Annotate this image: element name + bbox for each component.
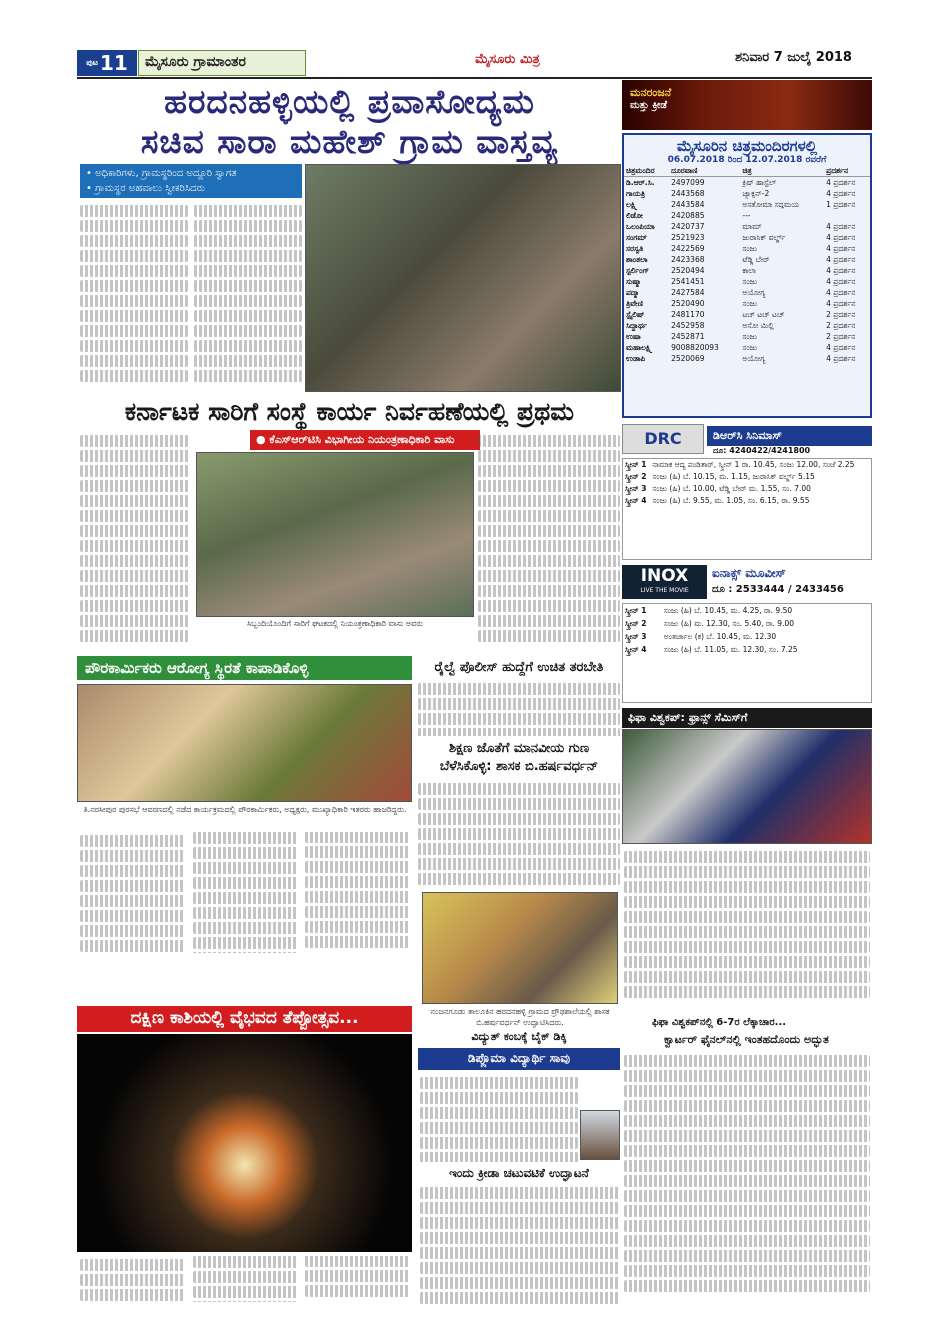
education-photo [422,892,618,1004]
cinema-cell: ಮಹಾಲಕ್ಷ್ಮಿ [626,343,653,352]
cinema-cell: ಸುಷ್ಮಾ [626,277,642,286]
cinema-col-phone: ದೂರವಾಣಿ [671,166,698,175]
cinema-row [624,243,870,254]
cinema-cell: 2452871 [671,332,705,341]
inox-cell: ಸ್ಕ್ರೀನ್ 3 [625,632,647,641]
education-headline [418,740,620,776]
cinema-cell: 4 ಪ್ರದರ್ಶನ [826,343,856,352]
drc-listing [622,458,872,560]
sports-news-body [420,1184,620,1312]
cinema-title: ಮೈಸೂರಿನ ಚಿತ್ರಮಂದಿರಗಳಲ್ಲಿ [676,137,818,155]
pourakarmika-photo [77,684,412,802]
cinema-row [624,342,870,353]
cinema-cell: 4 ಪ್ರದರ್ಶನ [826,354,856,363]
accident-body [420,1074,578,1162]
cinema-cell: ಅಸತೋಮಾ ಸದ್ಗಮಯ [742,200,800,209]
cinema-cell: 2 ಪ್ರದರ್ಶನ [826,310,856,319]
inox-cell: ಸ್ಕ್ರೀನ್ 2 [625,619,647,628]
inox-title: ಐನಾಕ್ಸ್ ಮೂವೀಸ್ [712,566,786,580]
fifa-body [624,848,870,1013]
ksrtc-body-col1 [80,432,190,650]
cinema-cell: ಲಕ್ಷ್ಮಿ [626,200,638,209]
cinema-row [624,232,870,243]
drc-cell: ಸ್ಕ್ರೀನ್ 3 [625,484,647,493]
pourakarmika-headline: ಪೌರಕಾರ್ಮಿಕರು ಆರೋಗ್ಯ ಸ್ಥಿರತೆ ಕಾಪಾಡಿಕೊಳ್ಳಿ [77,656,412,680]
cinema-row [624,177,870,189]
cinema-cell: 2521923 [671,233,705,242]
banner-line1: ಮನರಂಜನೆ [630,86,672,99]
drc-row [623,459,871,471]
education-headline-1: ಶಿಕ್ಷಣ ಜೊತೆಗೆ ಮಾನವೀಯ ಗುಣ [448,741,590,756]
cinema-cell: ಟಚ್ ಟಚ್ ಟಚ್ [742,310,785,319]
cinema-cell: 2443584 [671,200,705,209]
cinema-cell: 2 ಪ್ರದರ್ಶನ [826,321,856,330]
cinema-cell: ಲಿಡೋ [626,211,643,220]
cinema-row [624,254,870,265]
cinema-cell: ಅಸೋ ಮಿಲ್ಲಿ [742,321,774,330]
cinema-cell: 2520494 [671,266,705,275]
cinema-cell: 2420885 [671,211,705,220]
cinema-cell: 4 ಪ್ರದರ್ಶನ [826,178,856,187]
lead-headline-line1: ಹರದನಹಳ್ಳಿಯಲ್ಲಿ ಪ್ರವಾಸೋದ್ಯಮ [164,82,535,121]
cinema-cell: ಸಂಜು [742,299,758,308]
page-number-badge [77,50,137,76]
fifa-headline: ಫಿಫಾ ವಿಶ್ವಕಪ್: ಫ್ರಾನ್ಸ್ ಸೆಮಿಸ್‌ಗೆ [622,708,872,728]
drc-row [623,483,871,495]
cinema-row [624,210,870,221]
cinema-cell: 4 ಪ್ರದರ್ಶನ [826,233,856,242]
inox-cell: ಸಂಜು (ಹಿ) ಮ. 12.30, ಸಂ. 5.40, ರಾ. 9.00 [663,619,794,628]
cinema-col-hall: ಚಿತ್ರಮಂದಿರ [626,166,655,175]
cinema-cell: ಸ್ಟೈಲಿಷ್ [626,310,645,319]
inox-cell: ಸಂಜು (ಹಿ) ಬೆ. 11.05, ಮ. 12.30, ಸಂ. 7.25 [663,645,798,654]
cinema-cell: 4 ಪ್ರದರ್ಶನ [826,266,856,275]
cinema-cell: ಸಂಜು [742,332,758,341]
cinema-row [624,298,870,309]
cinema-cell: ಕಾಲಾ [742,266,756,275]
pourakarmika-caption: ತಿ.ನರಸೀಪುರ ಪುರಸಭೆ ಆವರಣದಲ್ಲಿ ನಡೆದ ಕಾರ್ಯಕ್ರಮದಲ್ಲಿ ಪೌರಕಾರ್ಮಿಕರು, ಅಧ್ಯಕ್ಷರು, ಮುಖ್ಯಾಧಿಕಾರಿ ಇತರರು ಹಾಜರಿದ್ದರು. [83,805,407,814]
drc-title: ಡಿಆರ್‌ಸಿ ಸಿನಿಮಾಸ್ [707,426,872,446]
cinema-cell: 2 ಪ್ರದರ್ಶನ [826,332,856,341]
lead-photo [305,164,621,392]
cinema-cell: 4 ಪ್ರದರ್ಶನ [826,299,856,308]
cinema-cell: 4 ಪ್ರದರ್ಶನ [826,222,856,231]
cinema-row [624,265,870,276]
cinema-cell: ಗಾಯತ್ರಿ [626,189,646,198]
cinema-cell: ಉಡಾಪಿ [626,354,646,363]
cinema-cell: ಅಯೋಗ್ಯ [742,354,766,363]
lead-bullet-2: • ಗ್ರಾಮಸ್ಥರ ಅಹವಾಲು ಸ್ವೀಕರಿಸಿದರು [86,183,206,194]
cinema-cell: 4 ಪ್ರದರ್ಶನ [826,189,856,198]
cinema-cell: ಮಾಮ್ [742,222,762,231]
cinema-cell: ಜುರಾಸಿಕ್ ವರ್ಲ್ಡ್ [742,233,786,242]
cinema-row [624,320,870,331]
cinema-row [624,276,870,287]
issue-date: ಶನಿವಾರ 7 ಜುಲೈ 2018 [735,50,852,65]
banner-line2: ಮತ್ತು ಕ್ರೀಡೆ [630,100,668,111]
cinema-cell: ಜ್ಯಾಕ್ಸನ್-2 [742,189,770,198]
drc-cell: ಸ್ಕ್ರೀನ್ 1 [625,460,647,469]
lead-headline-line2: ಸಚಿವ ಸಾರಾ ಮಹೇಶ್ ಗ್ರಾಮ ವಾಸ್ತವ್ಯ [140,122,559,161]
education-headline-2: ಬೆಳೆಸಿಕೊಳ್ಳಿ: ಶಾಸಕ ಬಿ.ಹರ್ಷವರ್ಧನ್ [439,759,599,774]
cinema-cell: ಕ್ರಿಷ್ ಹಾಸ್ಟೆಲ್ [742,178,777,187]
ksrtc-photo [196,452,474,617]
section-title: ಮೈಸೂರು ಗ್ರಾಮಾಂತರ [138,50,306,76]
inox-row [623,617,871,630]
inox-tagline: LIVE THE MOVIE [640,587,689,594]
cinema-row [624,188,870,199]
cinema-col-film: ಚಿತ್ರ [742,166,752,175]
cinema-cell: ಸಂಜು [742,244,758,253]
drc-cell: ಸಂಜು (ಹಿ) ಬೆ. 10.00, ಟೆಡ್ಡಿ ಬೇರ್ ಮ. 1.55, ಸಂ. 7.00 [652,484,811,493]
drc-phone: ದೂ: 4240422/4241800 [713,446,811,455]
drc-row [623,495,871,507]
drc-cell: ಸ್ಕ್ರೀನ್ 2 [625,472,647,481]
cinema-row [624,221,870,232]
drc-cell: ಸಂಜು (ಹಿ) ಬೆ. 10.15, ಮ. 1.15, ಜುರಾಸಿಕ್ ವರ್ಲ್ಡ್ 5.15 [652,472,815,481]
accident-kicker: ವಿದ್ಯುತ್ ಕಂಬಕ್ಕೆ ಬೈಕ್ ಡಿಕ್ಕಿ [471,1030,567,1043]
inox-row [623,643,871,656]
header-rule [77,77,872,79]
ksrtc-subhead: ● ಕೆಎಸ್‌ಆರ್‌ಟಿಸಿ ವಿಭಾಗೀಯ ನಿಯಂತ್ರಣಾಧಿಕಾರಿ ವಾಸು [250,430,480,450]
cinema-cell: 2481170 [671,310,705,319]
cinema-cell: ಸ್ಟರ್ಲಿಂಗ್ [626,266,649,275]
railway-body [418,680,620,736]
inox-logo [622,565,707,599]
inox-row [623,630,871,643]
cinema-cell: 2541451 [671,277,705,286]
drc-cell: ಸಂಜು (ಹಿ) ಬೆ. 9.55, ಮ. 1.05, ಸಂ. 6.15, ರಾ. 9.55 [652,496,810,505]
education-caption: ನಂಜನಗೂಡು ತಾಲೂಕಿನ ಹರದನಹಳ್ಳಿ ಗ್ರಾಮದ ಪ್ರೌಢಶಾಲೆಯಲ್ಲಿ ಶಾಸಕ ಬಿ.ಹರ್ಷವರ್ಧನ್ ಉದ್ಘಾಟಿಸಿದರು. [430,1007,610,1027]
cinema-cell: --- [742,211,751,220]
masthead: ಮೈಸೂರು ಮಿತ್ರ [475,52,540,67]
page-label: ಪುಟ [86,58,98,67]
inox-listing [622,603,872,703]
drc-cell: ಸ್ಕ್ರೀನ್ 4 [625,496,647,505]
sports-news-headline: ಇಂದು ಕ್ರೀಡಾ ಚಟುವಟಿಕೆ ಉದ್ಘಾಟನೆ [449,1166,589,1180]
cinema-cell: 4 ಪ್ರದರ್ಶನ [826,277,856,286]
inox-cell: ಅಂತರ್ಜಾಲ (ಕ) ಬೆ. 10.45, ಮ. 12.30 [663,632,777,641]
inox-cell: ಸ್ಕ್ರೀನ್ 4 [625,645,647,654]
teppotsava-photo [77,1034,412,1252]
ksrtc-headline: ಕರ್ನಾಟಕ ಸಾರಿಗೆ ಸಂಸ್ಥೆ ಕಾರ್ಯ ನಿರ್ವಹಣೆಯಲ್ಲಿ ಪ್ರಥಮ [124,397,575,426]
inox-cell: ಸಂಜು (ಹಿ) ಬೆ. 10.45, ಮ. 4.25, ರಾ. 9.50 [663,606,793,615]
lead-headline [77,82,622,162]
cinema-cell: ತ್ರಿವೇಣಿ [626,299,643,308]
cinema-cell: 2422569 [671,244,705,253]
cinema-cell: ಸಿದ್ದಾರ್ಥ [626,321,647,330]
fifa-body-2 [624,1052,870,1312]
teppotsava-body [80,1256,410,1312]
ksrtc-body-col2 [478,432,620,650]
cinema-cell: ಒಲಂಪಿಯಾ [626,222,655,231]
cinema-row [624,309,870,320]
cinema-dates: 06.07.2018 ರಿಂದ 12.07.2018 ರವರೆಗೆ [667,155,827,165]
cinema-row [624,199,870,210]
entertainment-banner [622,80,872,130]
cinema-cell: 4 ಪ್ರದರ್ಶನ [826,255,856,264]
cinema-listing-box [622,133,872,418]
cinema-cell: 9008820093 [671,343,719,352]
student-portrait [580,1110,620,1160]
drc-cell: ನಾಮಾಕ ಆದ್ಯ ಪಂಡಿತಾರ್, ಸ್ಕ್ರೀನ್ 1 ರಾ. 10.45, ಸಂಜು 12.00, ಸಂಜೆ 2.25 [652,460,855,469]
cinema-cell: ಪದ್ಮಾ [626,288,640,297]
ksrtc-caption: ಸಿಬ್ಬಂದಿಯೊಂದಿಗೆ ಸಾರಿಗೆ ಘಟಕದಲ್ಲಿ ನಿಯಂತ್ರಣಾಧಿಕಾರಿ ವಾಸು ಅವರು [246,619,424,628]
lead-bullet-1: • ಅಧಿಕಾರಿಗಳು, ಗ್ರಾಮಸ್ಥರಿಂದ ಅದ್ದೂರಿ ಸ್ವಾಗತ [86,168,237,179]
cinema-cell: ಅಯೋಗ್ಯ [742,288,766,297]
cinema-cell: 2427584 [671,288,705,297]
cinema-cell: 4 ಪ್ರದರ್ಶನ [826,244,856,253]
cinema-cell: 2452958 [671,321,705,330]
education-body [418,780,620,890]
cinema-cell: 2497099 [671,178,705,187]
cinema-cell [824,210,870,221]
cinema-cell: ಸಂಗಮ್ [626,233,647,242]
cinema-cell: ಟೆಡ್ಡಿ ಬೇರ್ [742,255,770,264]
cinema-col-shows: ಪ್ರದರ್ಶನ [826,166,849,175]
inox-logo-text: INOX [640,566,689,586]
lead-bullets [80,164,302,198]
cinema-cell: ಉಷಾ [626,332,641,341]
cinema-table [624,165,870,364]
drc-logo: DRC [622,424,704,454]
inox-cell: ಸ್ಕ್ರೀನ್ 1 [625,606,647,615]
pourakarmika-body [80,832,410,1002]
inox-row [623,604,871,617]
page-number: 11 [99,51,128,75]
drc-row [623,471,871,483]
accident-headline: ಡಿಪ್ಲೊಮಾ ವಿದ್ಯಾರ್ಥಿ ಸಾವು [418,1048,620,1070]
cinema-row [624,287,870,298]
fifa-photo [622,729,872,844]
cinema-cell: ಸಂಜು [742,277,758,286]
fifa-sub2: ಕ್ವಾರ್ಟರ್ ಫೈನಲ್‌ನಲ್ಲಿ ಇಂತಹದೊಂದು ಅದ್ಭುತ [664,1033,829,1046]
lead-body-col1 [80,202,188,390]
cinema-cell: 2423368 [671,255,705,264]
cinema-cell: 2420737 [671,222,705,231]
cinema-cell: ಸಂಜು [742,343,758,352]
fifa-sub1: ಫಿಫಾ ವಿಶ್ವಕಪ್‌ನಲ್ಲಿ 6-7ರ ಲೆಕ್ಕಾಚಾರ... [652,1017,787,1028]
cinema-cell: 2520490 [671,299,705,308]
cinema-row [624,331,870,342]
railway-headline: ರೈಲ್ವೆ ಪೊಲೀಸ್ ಹುದ್ದೆಗೆ ಉಚಿತ ತರಬೇತಿ [434,660,604,675]
cinema-cell: 1 ಪ್ರದರ್ಶನ [826,200,856,209]
cinema-cell: ಶಾಂತಲಾ [626,255,648,264]
cinema-cell: ಸರಸ್ವತಿ [626,244,644,253]
cinema-row [624,353,870,364]
teppotsava-headline: ದಕ್ಷಿಣ ಕಾಶಿಯಲ್ಲಿ ವೈಭವದ ತೆಪ್ಪೋತ್ಸವ... [77,1006,412,1032]
inox-phone: ದೂ : 2533444 / 2433456 [712,584,844,595]
cinema-cell: 2520069 [671,354,705,363]
cinema-cell: ಡಿ.ಆರ್.ಸಿ. [626,178,655,187]
cinema-cell: 4 ಪ್ರದರ್ಶನ [826,288,856,297]
cinema-cell: 2443568 [671,189,705,198]
lead-body-col2 [194,202,302,390]
